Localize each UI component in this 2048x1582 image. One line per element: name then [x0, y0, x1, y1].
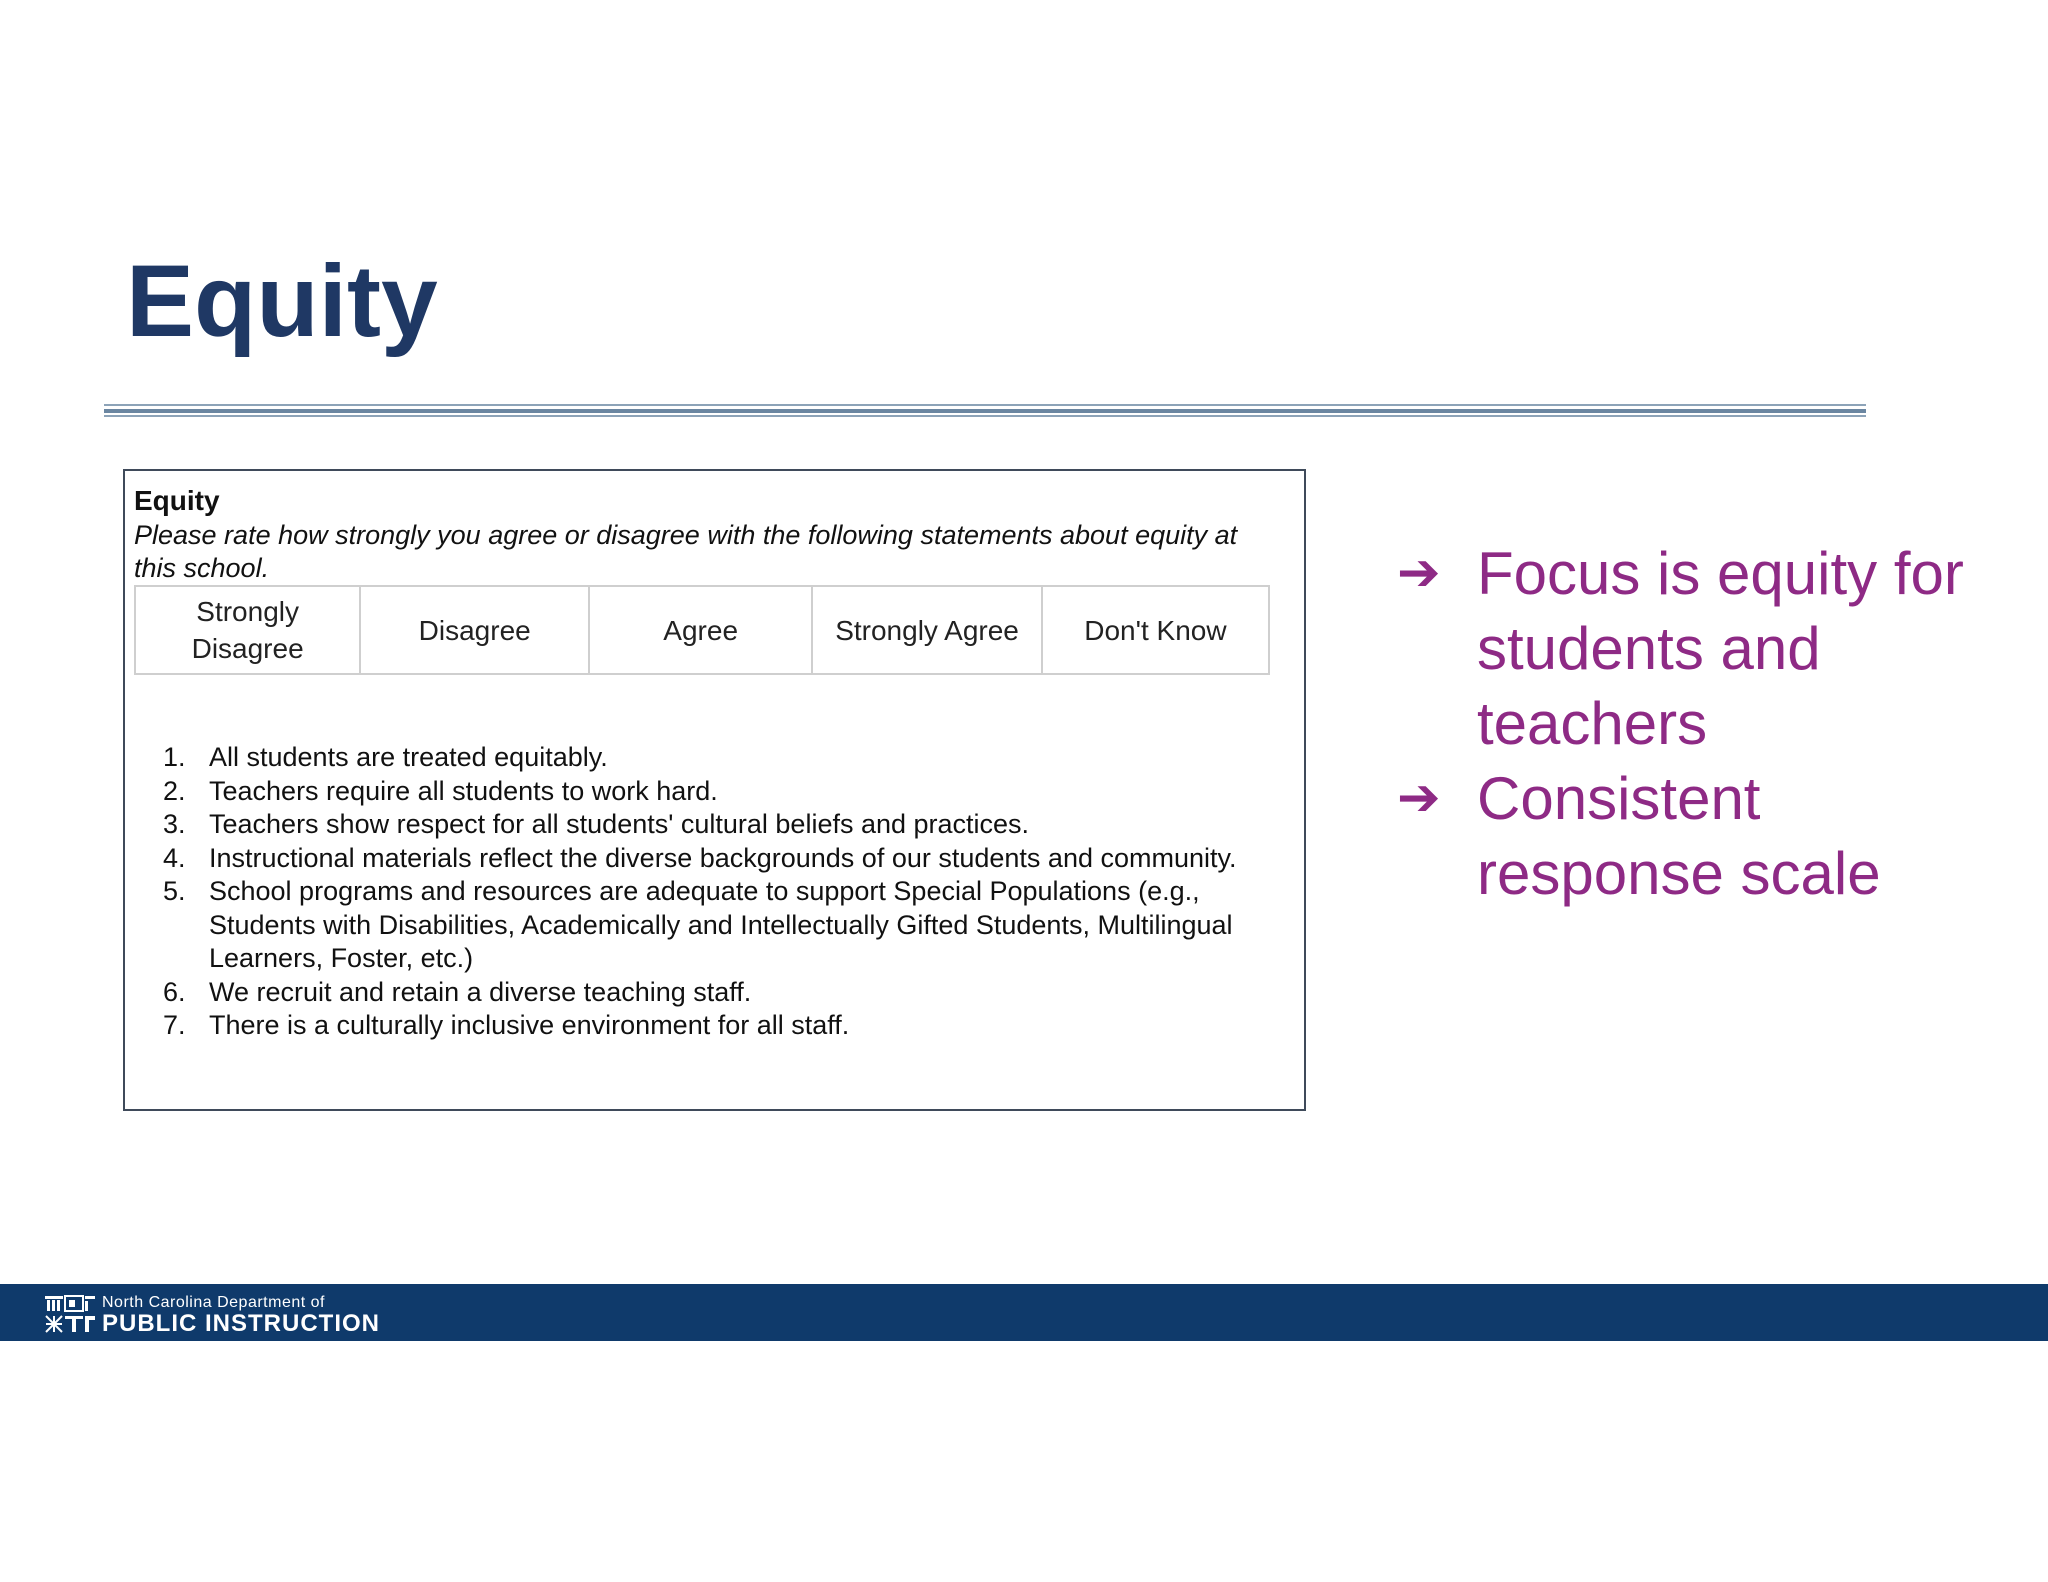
survey-excerpt [123, 469, 1306, 1111]
response-scale-row [135, 586, 1269, 674]
key-point-text: Consistent response scale [1477, 765, 1881, 907]
survey-item-number: 5. [163, 876, 186, 906]
survey-item-number: 1. [163, 742, 186, 772]
ncdpi-logo-icon [44, 1294, 96, 1334]
survey-instructions: Please rate how strongly you agree or disagree with the following statements about equity at this school. [134, 520, 1238, 583]
scale-option-strongly-agree: Strongly Agree [812, 586, 1042, 674]
footer-dept-name: PUBLIC INSTRUCTION [102, 1310, 380, 1337]
scale-option-strongly-disagree: Strongly Disagree [135, 586, 360, 674]
survey-item-number: 6. [163, 976, 186, 1007]
survey-item-text: School programs and resources are adequate to support Special Populations (e.g., Students with Disabilities, Academically and Intellectually Gifted Students, Multilingual Learners, Foster, etc.) [209, 876, 1233, 973]
survey-items-list [163, 741, 1273, 1043]
title-divider [104, 404, 1866, 418]
survey-item [163, 1009, 1273, 1043]
survey-item-text: Teachers require all students to work hard. [209, 775, 718, 806]
key-point [1397, 536, 1997, 761]
response-scale-table [134, 585, 1270, 675]
survey-item-number: 2. [163, 775, 186, 806]
key-point-text: Focus is equity for students and teachers [1477, 540, 1964, 757]
survey-item-text: We recruit and retain a diverse teaching staff. [209, 976, 752, 1007]
survey-heading: Equity [134, 485, 220, 516]
survey-item [163, 842, 1273, 876]
key-points-list [1397, 536, 1997, 911]
arrow-right-icon: ➔ [1397, 543, 1441, 603]
scale-option-agree: Agree [589, 586, 812, 674]
slide-title: Equity [126, 244, 438, 358]
survey-item [163, 875, 1273, 976]
survey-item-number: 4. [163, 842, 186, 873]
arrow-right-icon: ➔ [1397, 768, 1441, 828]
survey-item-text: Teachers show respect for all students' cultural beliefs and practices. [209, 809, 1030, 839]
survey-item [163, 775, 1273, 809]
footer-bar [0, 1284, 2048, 1341]
survey-item-number: 7. [163, 1010, 186, 1040]
survey-item [163, 808, 1273, 842]
survey-item-text: Instructional materials reflect the diverse backgrounds of our students and community. [209, 842, 1237, 873]
scale-option-dont-know: Don't Know [1042, 586, 1269, 674]
survey-item-number: 3. [163, 809, 186, 839]
footer-org-name: North Carolina Department of [102, 1294, 325, 1311]
scale-option-disagree: Disagree [360, 586, 589, 674]
survey-item [163, 976, 1273, 1010]
survey-item-text: There is a culturally inclusive environment for all staff. [209, 1010, 850, 1040]
survey-item-text: All students are treated equitably. [209, 742, 608, 772]
survey-item [163, 741, 1273, 775]
key-point [1397, 761, 1997, 911]
